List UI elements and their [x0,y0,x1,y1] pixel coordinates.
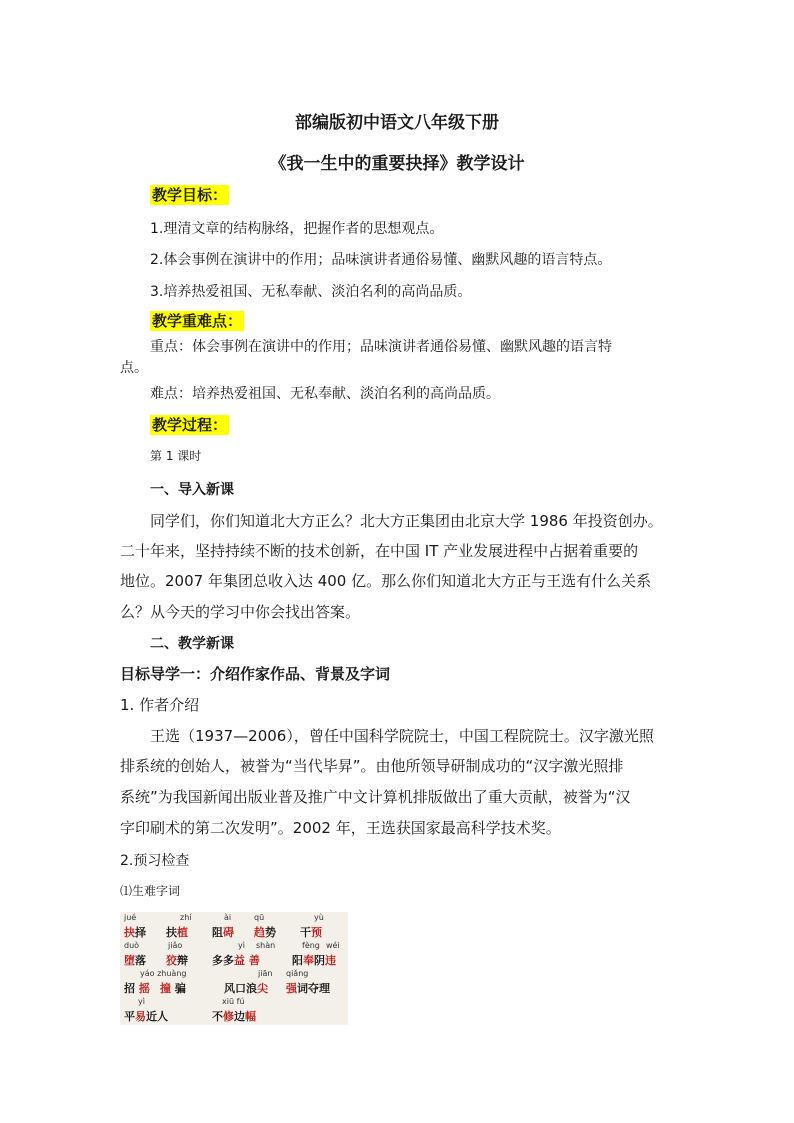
intro-line: 同学们，你们知道北大方正么？北大方正集团由北京大学 1986 年投资创办。 [150,512,663,530]
lesson-label: 第 1 课时 [150,449,202,463]
item-author: 1. 作者介绍 [120,696,200,714]
goal-heading: 目标导学一：介绍作家作品、背景及字词 [120,665,391,683]
pinyin: ài [224,913,232,922]
section-heading-new: 二、教学新课 [150,636,234,652]
vocab-word: 狡辩 [166,954,188,967]
pinyin: yì [238,941,245,950]
vocab-word: 不修边幅 [212,1010,256,1023]
section-heading-intro: 一、导入新课 [150,482,234,498]
pinyin: jué [124,913,137,922]
pinyin: qū [254,913,265,922]
vocabulary-image [120,912,348,1025]
objectives-heading: 教学目标： [152,186,228,204]
pinyin: yáo zhuàng [140,969,187,978]
intro-line: 地位。2007 年集团总收入达 400 亿。那么你们知道北大方正与王选有什么关系 [120,572,652,590]
pinyin: fèng [302,941,320,950]
item-preview-check: 2.预习检查 [120,853,190,869]
author-line: 字印刷术的第二次发明”。2002 年，王选获国家最高科学技术奖。 [120,819,561,837]
vocab-word: 招 摇 [124,982,150,995]
vocab-word: 干预 [300,926,322,939]
intro-line: 二十年来，坚持持续不断的技术创新，在中国 IT 产业发展进程中占据着重要的 [120,542,639,560]
key-point: 重点：体会事例在演讲中的作用；品味演讲者通俗易懂、幽默风趣的语言特 [150,339,612,355]
key-heading: 教学重难点： [152,312,243,330]
vocab-word: 强词夺理 [286,982,330,995]
pinyin: yì [138,997,145,1006]
pinyin: qiǎng [286,969,309,978]
vocab-word: 多多益 善 [212,954,260,967]
doc-subtitle: 《我一生中的重要抉择》教学设计 [269,154,525,174]
author-line: 系统”为我国新闻出版业普及推广中文计算机排版做出了重大贡献，被誉为“汉 [120,788,631,806]
objective-item: 3.培养热爱祖国、无私奉献、淡泊名利的高尚品质。 [150,284,472,300]
pinyin: zhí [180,913,192,922]
vocab-word: 抉择 [124,926,146,939]
intro-line: 么？从今天的学习中你会找出答案。 [120,603,361,621]
vocab-word: 撞 骗 [160,982,186,995]
objective-item: 1.理清文章的结构脉络，把握作者的思想观点。 [150,221,444,237]
objective-item: 2.体会事例在演讲中的作用；品味演讲者通俗易懂、幽默风趣的语言特点。 [150,252,612,268]
vocab-word: 阳奉阴违 [292,954,336,967]
pinyin: jiǎo [168,941,183,950]
vocab-word: 趋势 [254,926,276,939]
sub-item-vocab: ⑴生难字词 [120,884,181,898]
pinyin: shàn [256,941,276,950]
pinyin: jiān [258,969,273,978]
process-heading: 教学过程： [152,416,228,434]
vocab-word: 平易近人 [124,1010,168,1023]
vocab-word: 扶植 [166,926,188,939]
pinyin: duò [124,941,140,950]
vocab-word: 阻碍 [212,926,234,939]
vocab-word: 风口浪尖 [224,982,268,995]
pinyin: yù [314,913,324,922]
pinyin: wéi [326,941,340,950]
author-line: 排系统的创始人，被誉为“当代毕昇”。由他所领导研制成功的“汉字激光照排 [120,757,624,775]
vocab-word: 堕落 [124,954,146,967]
doc-title: 部编版初中语文八年级下册 [295,113,499,133]
difficult-point: 难点：培养热爱祖国、无私奉献、淡泊名利的高尚品质。 [150,386,500,402]
pinyin: xiū fú [222,997,245,1006]
key-point-continued: 点。 [120,360,148,376]
author-line: 王选（1937—2006），曾任中国科学院院士，中国工程院院士。汉字激光照 [150,727,654,745]
